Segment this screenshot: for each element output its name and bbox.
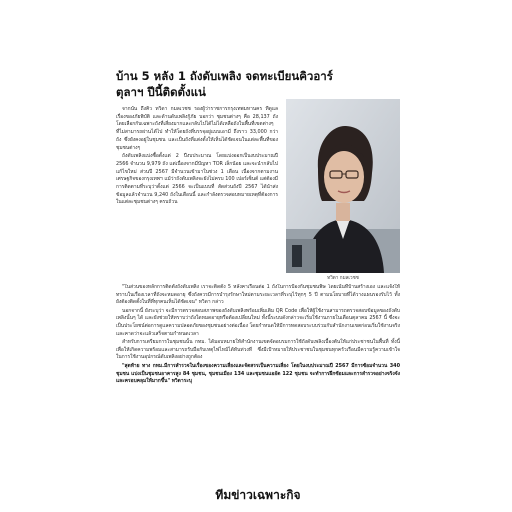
article-headline <box>116 68 406 100</box>
photo-caption: ทวิดา กมลเวชช <box>327 276 359 281</box>
body-paragraph: สำหรับการเตรียมการในชุมชนนั้น กทม. ได้มอบหมายให้สำนักงานเขตจัดอบรมการใช้ถังดับเพลิงเบื้องต้นให้แก่ประชาชนในพื้นที่ ทั้งนี้เพื่อให้เกิดความพร้อมและสามารถรับมือกับเหตุไฟไหม้ได้ทันท่วงที ซึ่งมีเป้าหมายให้ประชาชนในชุมชนทุกครัวเรือนมีความรู้ความเข้าใจในการใช้งานอุปกรณ์ดับเพลิงอย่างถูกต้อง <box>116 339 400 361</box>
portrait-illustration <box>286 99 400 273</box>
lead-paragraph: ถังดับเพลิงแบ่งซื้อตั้งแต่ 2 ปีงบประมาณ โดยแบ่งออกเป็นงบประมาณปี 2566 จำนวน 9,979 ถัง แต่เนื่องจากมีปัญหา TOR เล็กน้อย และจะนำกลับไปแก้ไขใหม่ ส่วนปี 2567 มีจำนวนเข้ามาในช่วง 1 เดือน เนื่องจากตามงานเศรษฐกิจของกรุงเทพฯ แม้ว่าถังดับเพลิงจะยังไม่ครบ 100 เปอร์เซ็นต์ แต่ต้องมีการติดตามที่ระบุว่าตั้งแต่ 2566 จะเป็นแบบที่ สัดส่วนถังปี 2567 ได้นำส่งข้อมูลแล้วจำนวน 9,240 ถังในเดือนนี้ และกำลังตรวจสอบหมายเหตุที่ต้องการในแต่ละชุมชนต่างๆ ครบถ้วน <box>116 153 278 206</box>
body-paragraph: "ในส่วนของหลักการติดตั้งถังดับเพลิง เราจะติดตั้ง 5 หลังคาเรือนต่อ 1 ถังในการป้องกันชุมชนพิษ โดยเน้นที่บ้านสร้างเอง และแจ้งให้ทราบในเรื่องเวลาที่ถังจะหมดอายุ ซึ่งถังควรมีการบำรุงรักษาใหม่ตามระยะเวลาที่ระบุไว้ทุกๆ 5 ปี ตามนโยบายที่ได้วางแผนรองรับไว้ ทั้งยังต้องติดตั้งในที่ที่ทุกคนเห็นได้ชัดเจน" ทวิดา กล่าว <box>116 284 400 306</box>
headline-line-1: บ้าน 5 หลัง 1 ถังดับเพลิง จดทะเบียนคิวอาร์ <box>116 69 333 83</box>
lead-column <box>116 106 278 284</box>
body-column <box>116 284 400 482</box>
headline-line-2: ตุลาฯ ปีนี้ติดตั้งแน่ <box>116 85 206 99</box>
lead-paragraph: จากนั้น ถึงคิว ทวิดา กมลเวชช รองผู้ว่าราชการกรุงเทพมหานคร ที่ดูแลเรื่องของภัยพิบัติ และด้านดับเพลิงกู้ภัย บอกว่า ชุมชนต่างๆ คือ 28,137 ถัง โดยเลือกกับเฉพาะถังที่เสี่ยงมากและกลับไปได้ไม่ได้เหลือถังในพื้นที่เขตต่างๆ ที่ไม่สามารถผ่านได้ไป ทำให้โดยถังที่บรรจุอยู่แบบเอามี ถึงราว 33,000 กว่าถัง ซึ่งยังคงอยู่ในชุมชน และเป็นถังที่แต่งตั้งให้เห็นได้ชัดเจนในแต่ละพื้นที่ของชุมชนต่างๆ <box>116 106 278 151</box>
portrait-photo <box>286 99 400 273</box>
body-paragraph-quote: "สุดท้าย ทาง กทม.มีการสำรวจในเรื่องของความเสี่ยงและจัดสรรเป็นความเสี่ยง โดยในงบประมาณปี 2567 มีการซ้อมจำนวน 340 ชุมชน แบ่งเป็นชุมชนอาคารสูง 84 ชุมชน, ชุมชนเมือง 134 และชุมชนแออัด 122 ชุมชน จะทำการฝึกซ้อมและการสำรวจอย่างจริงจังและครอบคลุมให้มากขึ้น" ทวิดาระบุ <box>116 362 400 385</box>
body-paragraph: นอกจากนี้ ยังระบุว่า จะมีการตรวจสอบสภาพของถังดับเพลิงพร้อมเพิ่มเติม QR Code เพื่อให้ผู้ใช้งานสามารถตรวจสอบข้อมูลของถังดับเพลิงนั้นๆ ได้ และยังช่วยให้ทราบว่าถังใดหมดอายุหรือต้องเปลี่ยนใหม่ ทั้งนี้ระบบดังกล่าวจะเริ่มใช้งานภายในเดือนตุลาคม 2567 นี้ ซึ่งจะเป็นประโยชน์ต่อการดูแลความปลอดภัยของชุมชนอย่างต่อเนื่อง โดยกำหนดให้มีการทดสอบระบบร่วมกับสำนักงานเขตก่อนเริ่มใช้งานจริง และคาดว่าจะแล้วเสร็จตามกำหนดเวลา <box>116 307 400 337</box>
byline: ทีมข่าวเฉพาะกิจ <box>215 488 301 502</box>
